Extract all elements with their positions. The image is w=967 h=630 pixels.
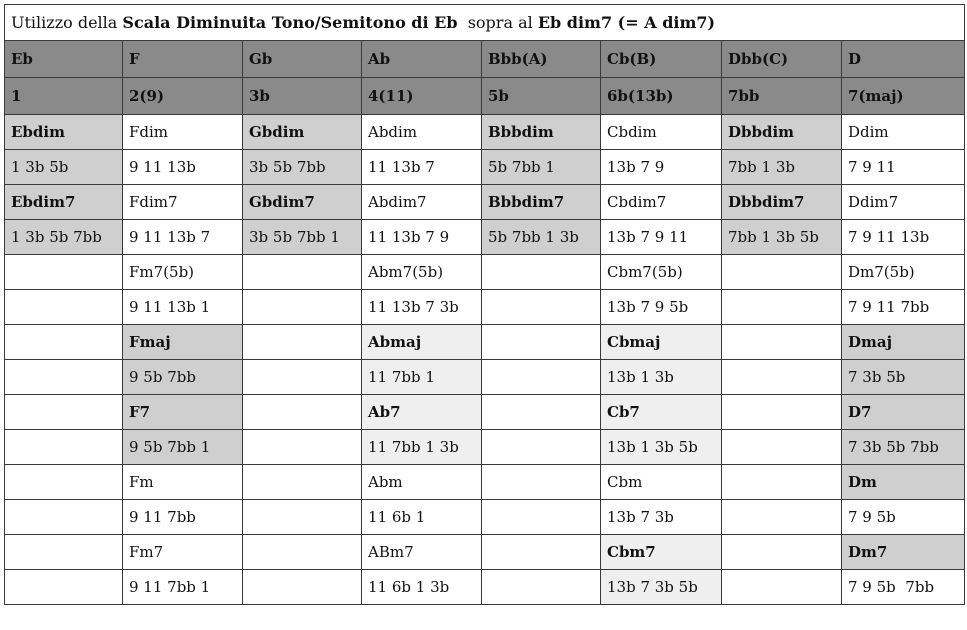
table-cell (243, 290, 362, 325)
table-cell: 7 9 11 13b (842, 220, 965, 255)
table-cell: 13b 1 3b (601, 360, 722, 395)
title-chord: Eb dim7 (= A dim7) (537, 13, 716, 32)
header-cell: Cb(B) (601, 41, 722, 78)
table-cell: 7 9 11 7bb (842, 290, 965, 325)
header-cell: 1 (5, 78, 123, 115)
table-cell (5, 395, 123, 430)
table-row (5, 255, 965, 290)
table-row (5, 185, 965, 220)
table-cell (722, 535, 842, 570)
table-cell: 13b 1 3b 5b (601, 430, 722, 465)
table-cell: 7 3b 5b (842, 360, 965, 395)
table-cell (722, 570, 842, 605)
header-cell: Eb (5, 41, 123, 78)
table-cell: 11 7bb 1 (362, 360, 482, 395)
table-row (5, 465, 965, 500)
table-cell: 9 11 13b 7 (123, 220, 243, 255)
table-cell: Fdim7 (123, 185, 243, 220)
table-cell: 11 7bb 1 3b (362, 430, 482, 465)
table-cell: 7bb 1 3b (722, 150, 842, 185)
header-cell: Bbb(A) (482, 41, 601, 78)
table-cell (243, 535, 362, 570)
table-cell: Abm7(5b) (362, 255, 482, 290)
table-cell: Cbmaj (601, 325, 722, 360)
table-cell (722, 255, 842, 290)
table-cell: 13b 7 9 (601, 150, 722, 185)
table-cell (722, 290, 842, 325)
table-cell: 1 3b 5b 7bb (5, 220, 123, 255)
table-cell (482, 430, 601, 465)
table-cell: Abdim (362, 115, 482, 150)
table-cell: 13b 7 9 11 (601, 220, 722, 255)
table-cell: 7bb 1 3b 5b (722, 220, 842, 255)
table-cell (243, 360, 362, 395)
table-cell: Abmaj (362, 325, 482, 360)
header-cell: Ab (362, 41, 482, 78)
table-cell: 3b 5b 7bb (243, 150, 362, 185)
table-cell (482, 570, 601, 605)
table-row (5, 150, 965, 185)
header-row-degrees (5, 78, 965, 115)
table-cell (5, 255, 123, 290)
table-cell (243, 465, 362, 500)
table-cell (5, 570, 123, 605)
table-cell: Abdim7 (362, 185, 482, 220)
table-cell (722, 500, 842, 535)
table-cell: 5b 7bb 1 (482, 150, 601, 185)
table-cell: Cbm (601, 465, 722, 500)
table-cell (482, 500, 601, 535)
scale-table (4, 4, 965, 605)
table-cell: Bbbdim (482, 115, 601, 150)
table-cell: 13b 7 3b (601, 500, 722, 535)
title-scale-name: Scala Diminuita Tono/Semitono di Eb (122, 13, 458, 32)
table-cell (722, 465, 842, 500)
table-cell: 7 9 11 (842, 150, 965, 185)
table-cell (5, 430, 123, 465)
table-cell (482, 255, 601, 290)
table-cell: Dm (842, 465, 965, 500)
table-cell: Cbdim (601, 115, 722, 150)
table-cell (243, 570, 362, 605)
table-cell (482, 535, 601, 570)
table-cell: 9 11 13b (123, 150, 243, 185)
table-cell: 9 11 13b 1 (123, 290, 243, 325)
table-row (5, 325, 965, 360)
table-cell (5, 500, 123, 535)
header-cell: 6b(13b) (601, 78, 722, 115)
header-cell: D (842, 41, 965, 78)
table-row (5, 395, 965, 430)
table-cell: 7 3b 5b 7bb (842, 430, 965, 465)
table-cell (482, 465, 601, 500)
table-cell: Fm7 (123, 535, 243, 570)
header-cell: Dbb(C) (722, 41, 842, 78)
table-cell: Gbdim (243, 115, 362, 150)
table-cell: 11 6b 1 3b (362, 570, 482, 605)
table-cell: Dbbdim (722, 115, 842, 150)
table-cell: Cbm7(5b) (601, 255, 722, 290)
table-cell: 7 9 5b 7bb (842, 570, 965, 605)
table-cell: Cbdim7 (601, 185, 722, 220)
table-cell: 9 5b 7bb 1 (123, 430, 243, 465)
table-cell: 1 3b 5b (5, 150, 123, 185)
header-cell: Gb (243, 41, 362, 78)
table-row (5, 360, 965, 395)
table-cell (5, 535, 123, 570)
table-row (5, 535, 965, 570)
table-cell (722, 325, 842, 360)
header-cell: 5b (482, 78, 601, 115)
header-cell: 3b (243, 78, 362, 115)
table-cell: Cb7 (601, 395, 722, 430)
table-cell (5, 325, 123, 360)
table-cell (5, 360, 123, 395)
table-cell (482, 325, 601, 360)
header-row-notes (5, 41, 965, 78)
table-cell: Ddim (842, 115, 965, 150)
table-cell: 9 11 7bb (123, 500, 243, 535)
table-cell: Fm (123, 465, 243, 500)
table-cell: 5b 7bb 1 3b (482, 220, 601, 255)
table-cell: 11 13b 7 (362, 150, 482, 185)
table-cell: 3b 5b 7bb 1 (243, 220, 362, 255)
table-cell (722, 430, 842, 465)
title-middle: sopra al (457, 13, 538, 32)
table-cell: Cbm7 (601, 535, 722, 570)
table-cell: Dmaj (842, 325, 965, 360)
header-cell: 2(9) (123, 78, 243, 115)
table-title (5, 5, 965, 41)
table-cell: 11 6b 1 (362, 500, 482, 535)
table-cell (243, 255, 362, 290)
table-row (5, 115, 965, 150)
table-row (5, 220, 965, 255)
table-cell: 11 13b 7 3b (362, 290, 482, 325)
table-cell (243, 500, 362, 535)
table-cell: Dm7(5b) (842, 255, 965, 290)
table-cell: Ebdim (5, 115, 123, 150)
table-cell (5, 465, 123, 500)
table-cell (482, 360, 601, 395)
header-cell: 7bb (722, 78, 842, 115)
table-cell: F7 (123, 395, 243, 430)
title-prefix: Utilizzo della (11, 13, 123, 32)
table-cell (5, 290, 123, 325)
table-cell: ABm7 (362, 535, 482, 570)
table-cell: 9 11 7bb 1 (123, 570, 243, 605)
table-cell: Fdim (123, 115, 243, 150)
table-row (5, 570, 965, 605)
table-cell: Fm7(5b) (123, 255, 243, 290)
table-cell: Gbdim7 (243, 185, 362, 220)
table-cell: Ab7 (362, 395, 482, 430)
table-cell (482, 290, 601, 325)
table-cell: 9 5b 7bb (123, 360, 243, 395)
table-cell: D7 (842, 395, 965, 430)
table-cell: Abm (362, 465, 482, 500)
table-row (5, 430, 965, 465)
table-cell: Dbbdim7 (722, 185, 842, 220)
table-cell: 13b 7 9 5b (601, 290, 722, 325)
table-cell (243, 395, 362, 430)
table-cell (722, 395, 842, 430)
table-cell (482, 395, 601, 430)
table-cell: 11 13b 7 9 (362, 220, 482, 255)
table-row (5, 500, 965, 535)
table-row (5, 290, 965, 325)
table-cell: Bbbdim7 (482, 185, 601, 220)
table-cell: Dm7 (842, 535, 965, 570)
table-cell: Ebdim7 (5, 185, 123, 220)
table-cell (243, 325, 362, 360)
table-cell: 13b 7 3b 5b (601, 570, 722, 605)
header-cell: 7(maj) (842, 78, 965, 115)
table-cell: Ddim7 (842, 185, 965, 220)
scale-table-container (4, 4, 964, 605)
table-cell: 7 9 5b (842, 500, 965, 535)
table-cell (722, 360, 842, 395)
table-cell (243, 430, 362, 465)
table-cell: Fmaj (123, 325, 243, 360)
header-cell: 4(11) (362, 78, 482, 115)
header-cell: F (123, 41, 243, 78)
